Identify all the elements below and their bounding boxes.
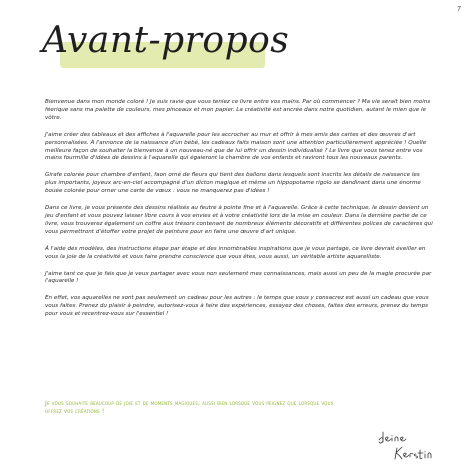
paragraph-7: En effet, vos aquarelles ne sont pas seulement un cadeau pour les autres : le temps que vous y consacrez est aussi un cadeau que vous vous faites. Prenez du plaisir à peindre, autorisez-vous à faire des expériences, essayez des choses, faites des erreurs, prenez du temps pour vous et recentrez-vous sur l'essentiel !	[45, 295, 429, 318]
foreword-body	[45, 99, 433, 328]
paragraph-3: Girafe colorée pour chambre d'enfant, faon orné de fleurs qui tient des ballons dans lesquels sont inscrits les détails de naissance les plus importants, joyeux arc-en-ciel accompagné d'un dicton magique et même un hippopotame rigolo se dandinant dans une énorme bouée colorée pour orner une carte de vœux : vous ne manquerez pas d'idées !	[45, 172, 421, 195]
handwritten-signature	[375, 426, 445, 462]
paragraph-4: Dans ce livre, je vous présente des dessins réalisés au feutre à pointe fine et à l'aquarelle. Grâce à cette technique, le dessin devient un jeu d'enfant et vous pouvez laisser libre cours à vos envies et à votre créativité lors de la mise en couleur. Dans la dernière partie de ce livre, vous trouverez également un coffre aux trésors contenant de nombreux éléments décoratifs et différentes polices de caractères qui vous permettront d'étoffer votre projet de peinture pour en faire une œuvre d'art unique.	[45, 205, 433, 235]
paragraph-2: J'aime créer des tableaux et des affiches à l'aquarelle pour les accrocher au mur et offrir à mes amis des cartes et des œuvres d'art personnalisées. À l'annonce de la naissance d'un bébé, les cadeaux faits maison sont une attention particulièrement appréciée ! Quelle meilleure façon de souhaiter la bienvenue à un nouveau-né que de lui offrir un dessin individualisé ? Le livre que vous tenez entre vos mains fourmille d'idées de dessins à l'aquarelle qui égaieront la chambre de vos enfants et raviront tous les nouveaux parents.	[45, 131, 427, 162]
paragraph-5: À l'aide des modèles, des instructions étape par étape et des innombrables inspirations que je vous partage, ce livre devrait éveiller en vous la joie de la créativité et vous faire prendre conscience que vous êtes, vous aussi, un véritable artiste aquarelliste.	[45, 245, 426, 260]
page-number: 7	[457, 6, 461, 13]
title-block	[40, 12, 340, 76]
closing-wish: Je vous souhaite beaucoup de joie et de moments magiques, aussi bien lorsque vous peignez que lorsque vous offrez vos créations !	[45, 400, 334, 415]
page-title: Avant-propos	[42, 20, 290, 61]
paragraph-1: Bienvenue dans mon monde coloré ! Je suis ravie que vous teniez ce livre entre vos mains. Par où commencer ? Ma vie serait bien moins féerique sans ma palette de couleurs, mes pinceaux et mon papier. La créativité est ancrée dans notre quotidien, autant le mien que le vôtre.	[45, 99, 431, 121]
paragraph-6: J'aime tant ce que je fais que je veux partager avec vous non seulement mes connaissances, mais aussi un peu de la magie procurée par l'aquarelle !	[45, 270, 432, 285]
